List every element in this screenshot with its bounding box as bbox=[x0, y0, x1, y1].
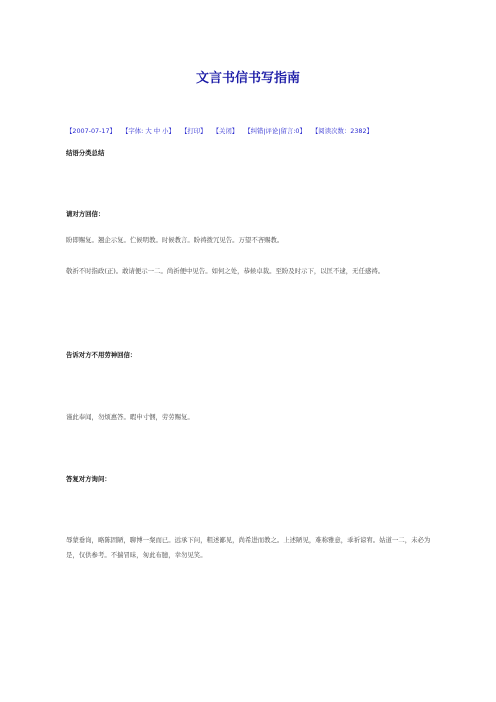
section-heading-answer-inquiry: 答复对方询问： bbox=[66, 475, 111, 483]
article-meta-bar bbox=[66, 126, 446, 135]
section-heading-no-reply: 告诉对方不用劳神回信： bbox=[66, 351, 137, 359]
section-heading-reply-request: 请对方回信： bbox=[66, 210, 105, 218]
paragraph: 谨此奉闻，勿烦惠答。暇申寸悃，劳劳赐复。 bbox=[66, 413, 194, 421]
paragraph: 盼即赐复。翘企示复。伫候明教。时候教言。盼祷拨冗见告。万望不吝赐教。 bbox=[66, 236, 284, 244]
font-size-links[interactable]: 【字体: 大 中 小】 bbox=[121, 127, 175, 135]
view-count: 【阅读次数：2382】 bbox=[311, 127, 373, 135]
section-title: 结语分类总结 bbox=[66, 149, 105, 157]
date-label: 【2007-07-17】 bbox=[66, 127, 116, 135]
page-title: 文言书信书写指南 bbox=[195, 71, 300, 86]
print-link[interactable]: 【打印】 bbox=[181, 127, 207, 135]
paragraph: 辱蒙垂询，略陈固陋，聊博一粲而已。远承下问，粗述鄙见，尚希进而教之。上述陋见，难称雅意，乖祈谅宥。姑道一二，未必为是，仅供参考。不揣冒昧，匆此布臆，幸勿见笑。 bbox=[66, 536, 431, 559]
close-link[interactable]: 【关闭】 bbox=[212, 127, 239, 135]
comments-link[interactable]: 【纠错|评论|留言:0】 bbox=[244, 127, 306, 135]
paragraph: 敬祈不时指政(正)。敢请便示一二。尚祈便中见告。如何之处，恭候卓裁。至盼及时示下，以匡不逮，无任感祷。 bbox=[66, 267, 385, 275]
